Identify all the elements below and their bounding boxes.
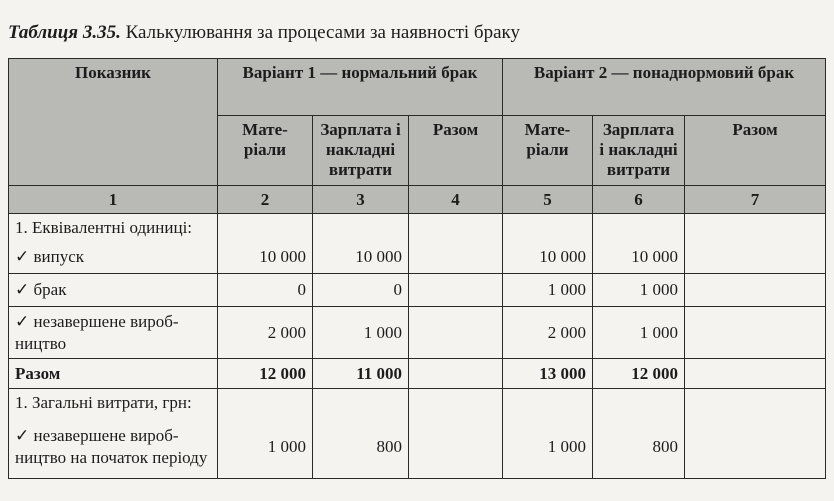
header-v2-total: Разом (685, 116, 826, 186)
cell-value: 0 (218, 274, 313, 307)
cell-value: 10 000 (593, 242, 685, 274)
cell-value (409, 274, 503, 307)
cell-value: 11 000 (313, 359, 409, 389)
table-row-wip-start (9, 417, 826, 479)
row-label: ✓ незавершене вироб-ництво на початок періоду (9, 417, 218, 479)
col-number: 2 (218, 186, 313, 214)
header-row-1 (9, 59, 826, 116)
row-label: ✓ незавершене вироб-ництво (9, 307, 218, 359)
cell-value: 800 (313, 417, 409, 479)
caption-label: Таблиця 3.35. (8, 22, 121, 43)
cell-value: 1 000 (593, 274, 685, 307)
cell-value: 1 000 (313, 307, 409, 359)
table-caption (8, 22, 520, 44)
cell-value: 1 000 (503, 417, 593, 479)
header-v1-total: Разом (409, 116, 503, 186)
cell-value (685, 417, 826, 479)
column-number-row (9, 186, 826, 214)
cell-value: 12 000 (218, 359, 313, 389)
cell-value: 13 000 (503, 359, 593, 389)
cell-value (409, 242, 503, 274)
cell-value (685, 359, 826, 389)
cell-value: 1 000 (593, 307, 685, 359)
cell-value: 0 (313, 274, 409, 307)
cell-value: 800 (593, 417, 685, 479)
cell-value: 1 000 (503, 274, 593, 307)
header-v1-materials: Мате-ріали (218, 116, 313, 186)
cell-value (685, 274, 826, 307)
row-label: 1. Еквівалентні одиниці: (9, 214, 218, 242)
header-v1-wages: Зарплата і накладні витрати (313, 116, 409, 186)
header-variant-1: Варіант 1 — нормальний брак (218, 59, 503, 116)
cell-value: 2 000 (218, 307, 313, 359)
cell-value (409, 307, 503, 359)
total-costs-title-row (9, 389, 826, 417)
cell-value: 2 000 (503, 307, 593, 359)
col-number: 7 (685, 186, 826, 214)
row-label: Разом (9, 359, 218, 389)
row-label: ✓ випуск (9, 242, 218, 274)
col-number: 1 (9, 186, 218, 214)
header-indicator: Показник (9, 59, 218, 186)
caption-text: Калькулювання за процесами за наявності браку (120, 22, 520, 43)
cell-value (685, 307, 826, 359)
table-row-defect (9, 274, 826, 307)
cell-value: 1 000 (218, 417, 313, 479)
cell-value: 10 000 (218, 242, 313, 274)
table-row-output (9, 242, 826, 274)
header-v2-wages: Зарплата і накладні витрати (593, 116, 685, 186)
cell-value (409, 359, 503, 389)
header-v2-materials: Мате-ріали (503, 116, 593, 186)
col-number: 6 (593, 186, 685, 214)
col-number: 5 (503, 186, 593, 214)
equivalent-units-title-row (9, 214, 826, 242)
cell-value (409, 417, 503, 479)
cell-value: 10 000 (503, 242, 593, 274)
header-variant-2: Варіант 2 — понаднормовий брак (503, 59, 826, 116)
row-label: 1. Загальні витрати, грн: (9, 389, 218, 417)
cell-value (685, 242, 826, 274)
cell-value: 12 000 (593, 359, 685, 389)
col-number: 4 (409, 186, 503, 214)
row-label: ✓ брак (9, 274, 218, 307)
table-row-total (9, 359, 826, 389)
costing-table (8, 58, 826, 479)
cell-value: 10 000 (313, 242, 409, 274)
table-row-wip (9, 307, 826, 359)
col-number: 3 (313, 186, 409, 214)
